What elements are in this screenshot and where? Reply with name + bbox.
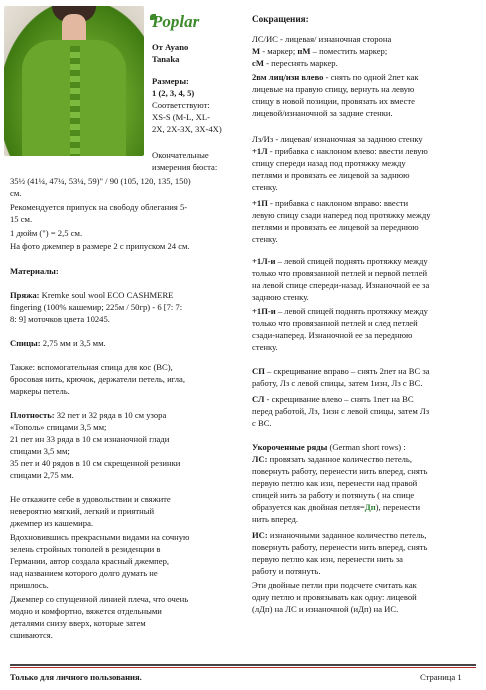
abbr-line-29: с ВС.	[252, 418, 272, 428]
story-9: Джемпер со спущенной линией плеча, что очень	[10, 594, 189, 604]
abbr-line-20: заднюю стенку.	[252, 292, 309, 302]
story-4: Вдохновившись прекрасными видами на сочную	[10, 532, 190, 542]
footer-page-number: Страница 1	[420, 672, 462, 682]
abbr-line-42: одну петлю и провязывать как одну: лицевой	[252, 592, 417, 602]
abbr-line-22: только что провязанной петлей и след петлей	[252, 318, 418, 328]
gauge-3: 21 пет ин 33 ряда в 10 см изнаночной глади	[10, 434, 170, 444]
abbr-line-16: стенку.	[252, 234, 278, 244]
gauge-label: Плотность:	[10, 410, 55, 420]
gauge-line-1	[10, 410, 236, 422]
abbr-line-26: работу, Лз с левой спицы, затем 1изн, Лз с ВС.	[252, 378, 423, 388]
also-3: маркеры петель.	[10, 386, 70, 396]
story-12: сшиваются.	[10, 630, 53, 640]
abbr-m1l-term: +1Л	[252, 146, 268, 156]
abbr-line-7: лицевой/изнаночной за задние стенки.	[252, 108, 393, 118]
abbr-dp: Дп	[364, 502, 376, 512]
yarn-label: Пряжа:	[10, 290, 40, 300]
gauge-2: «Тополь» спицами 3,5 мм;	[10, 422, 107, 432]
short-rows-ws	[252, 530, 480, 542]
abbr-line-6: спицу в новой позиции, провязать их вместе	[252, 96, 415, 106]
abbr-m1rp-term: +1П-и	[252, 306, 276, 316]
measure-2: измерения бюста:	[152, 162, 218, 172]
short-rows-ws-term: ИС:	[252, 530, 268, 540]
needles-label: Спицы:	[10, 338, 41, 348]
abbr-m1rp	[252, 306, 480, 318]
abbr-line-34: спицей нить за работу и потянуть ( на спице	[252, 490, 415, 500]
abbr-line-19: на левой спице спереди-назад. Изнаночной ее за	[252, 280, 430, 290]
abbr-m-desc: - маркер;	[260, 46, 298, 56]
short-rows-ws-desc: изнаночными заданное количество петель,	[267, 530, 427, 540]
abbr-m1lp	[252, 256, 480, 268]
short-rows-term: Укороченные ряды	[252, 442, 328, 452]
materials-heading: Материалы:	[10, 266, 59, 276]
author-name: Tanaka	[152, 54, 180, 64]
gauge-4: спицами 3,5 мм;	[10, 446, 70, 456]
sizes-2: 2X, 2X-3X, 3X-4X)	[152, 124, 222, 134]
abbr-2vm-term: 2вм лиц/изн влево	[252, 72, 324, 82]
ease-2: 15 см.	[10, 214, 33, 224]
abbr-m1r-term: +1П	[252, 198, 268, 208]
also-2: бросовая нить, крючок, держатели петель, игла,	[10, 374, 186, 384]
abbr-pm: пМ	[297, 46, 311, 56]
abbr-line-35	[252, 502, 480, 514]
abbr-line-39: первую петлю как изн, перенести нить за	[252, 554, 403, 564]
story-11: деталями снизу вверх, которые затем	[10, 618, 146, 628]
gauge-1: 32 пет и 32 ряда в 10 см узора	[54, 410, 167, 420]
abbr-line-5: лицевые на правую спицу, вернуть на левую	[252, 84, 415, 94]
short-rows-heading	[252, 442, 480, 454]
abbr-line-35-c: ), перенести	[375, 502, 421, 512]
abbr-line-23: сзади-наперед. Изнаночной ее за переднюю	[252, 330, 413, 340]
abbr-line-18: только что провязанной петлей и первой петлей	[252, 268, 428, 278]
abbr-cross-right	[252, 366, 480, 378]
story-1: Не откажите себе в удовольствии и свяжите	[10, 494, 171, 504]
story-6: Германии, автор создала красный джемпер,	[10, 556, 170, 566]
abbr-line-43: (лДп) на ЛС и изнаночной (иДп) на ИС.	[252, 604, 399, 614]
short-rows-rs-desc: провязать заданное количество петель,	[267, 454, 413, 464]
abbreviations-heading: Сокращения:	[252, 14, 309, 24]
abbr-m1lp-term: +1Л-и	[252, 256, 276, 266]
abbr-line-24: стенку.	[252, 342, 278, 352]
abbr-line-11: петлями и провязать ее лицевой за заднюю	[252, 170, 410, 180]
abbr-rs-ws: ЛС/ИС - лицевая/ изнаночная сторона	[252, 34, 392, 44]
abbr-sl-desc: - скрещивание влево – снять 1пет на ВС	[264, 394, 414, 404]
abbr-m1l-desc: - прибавка с наклоном влево: ввести левую	[267, 146, 428, 156]
abbr-tbl: Лз/Из - лицевая/ изнаночная за заднюю стенку	[252, 134, 423, 144]
abbr-sm-desc: - переснять маркер.	[263, 58, 338, 68]
needles-value: 2,75 мм и 3,5 мм.	[40, 338, 106, 348]
gauge-6: спицами 2,75 мм.	[10, 470, 74, 480]
abbr-line-14: левую спицу сзади наперед под протяжку между	[252, 210, 431, 220]
story-5: зелень стройных тополей в резиденции в	[10, 544, 161, 554]
abbr-m1r-desc: - прибавка с наклоном вправо: ввести	[267, 198, 409, 208]
abbr-line-40: работу и потянуть.	[252, 566, 321, 576]
short-rows-rs-term: ЛС:	[252, 454, 268, 464]
footer-rule-accent	[10, 667, 476, 668]
abbr-line-33: первую петлю как изн, перенести над правой	[252, 478, 418, 488]
abbr-m: М	[252, 46, 261, 56]
abbr-line-28: перед работой, Лз, 1изн с левой спицы, затем Лз	[252, 406, 430, 416]
ease-1: Рекомендуется припуск на свободу облегания 5-	[10, 202, 188, 212]
story-10: модно и комфортно, вяжется отдельными	[10, 606, 162, 616]
abbr-line-32: повернуть работу, перенести нить вперед, снять	[252, 466, 428, 476]
page-title: Poplar	[152, 12, 200, 31]
author-from: От Ayano	[152, 42, 189, 52]
sizes-values: 1 (2, 3, 4, 5)	[152, 88, 195, 98]
story-2: невероятно мягкий, легкий и приятный	[10, 506, 155, 516]
abbr-line-41: Эти двойные петли при подсчете считать как	[252, 580, 417, 590]
abbr-m1l	[252, 146, 480, 158]
measure-4: см.	[10, 188, 22, 198]
cable-pattern	[70, 46, 80, 156]
yarn-line-2: fingering (100% кашемир; 225м / 50гр) - 6 [7: 7:	[10, 302, 183, 312]
abbr-line-15: петлями и провязать ее лицевой за переднюю	[252, 222, 419, 232]
abbr-line-35-a: образуется как двойная петля=	[252, 502, 365, 512]
inch-note: 1 дюйм (") = 2,5 см.	[10, 228, 83, 238]
gauge-5: 35 пет и 40 рядов в 10 см скрещенной резинки	[10, 458, 181, 468]
abbr-sp-term: СП	[252, 366, 265, 376]
abbr-m1r	[252, 198, 480, 210]
measure-1: Окончательные	[152, 150, 209, 160]
abbr-line-38: повернуть работу, перенести нить вперед, снять	[252, 542, 428, 552]
abbr-m1rp-desc: – левой спицей поднять протяжку между	[275, 306, 428, 316]
story-3: джемпер из кашемира.	[10, 518, 94, 528]
abbr-m1lp-desc: – левой спицей поднять протяжку между	[275, 256, 428, 266]
photo-note: На фото джемпер в размере 2 с припуском 24 см.	[10, 241, 190, 251]
yarn-line-1	[10, 290, 236, 302]
sizes-fit: Соответствуют:	[152, 100, 210, 110]
footer-personal-use: Только для личного пользования.	[10, 672, 142, 682]
needles-line	[10, 338, 236, 350]
story-8: пришлось.	[10, 580, 49, 590]
sweater-photo	[4, 6, 144, 156]
yarn-line-3: 8: 9] моточков цвета 10245.	[10, 314, 110, 324]
sizes-1: XS-S (M-L, XL-	[152, 112, 211, 122]
abbr-line-12: стенку.	[252, 182, 278, 192]
short-rows-sub: (German short rows) :	[327, 442, 406, 452]
story-7: над названием которого долго думать не	[10, 568, 158, 578]
abbr-slip-marker	[252, 58, 480, 70]
abbr-cross-left	[252, 394, 480, 406]
abbr-sl-term: СЛ	[252, 394, 265, 404]
abbr-2vm	[252, 72, 480, 84]
abbr-sm: сМ	[252, 58, 264, 68]
sizes-label: Размеры:	[152, 76, 189, 86]
also-1: Также: вспомогательная спица для кос (ВС),	[10, 362, 173, 372]
short-rows-rs	[252, 454, 480, 466]
abbr-line-10: спицу спереди назад под протяжку между	[252, 158, 406, 168]
measure-3: 35½ (41¼, 47¼, 53¼, 59)" / 90 (105, 120, 135, 150)	[10, 176, 191, 186]
abbr-marker	[252, 46, 480, 58]
abbr-sp-desc: – скрещивание вправо – снять 2пет на ВС за	[264, 366, 430, 376]
abbr-line-36: нить вперед.	[252, 514, 299, 524]
abbr-2vm-desc: - снять по одной 2пет как	[323, 72, 419, 82]
abbr-pm-desc: – поместить маркер;	[310, 46, 388, 56]
yarn-name: Kremke soul wool ECO CASHMERE	[39, 290, 174, 300]
footer-rule	[10, 664, 476, 666]
